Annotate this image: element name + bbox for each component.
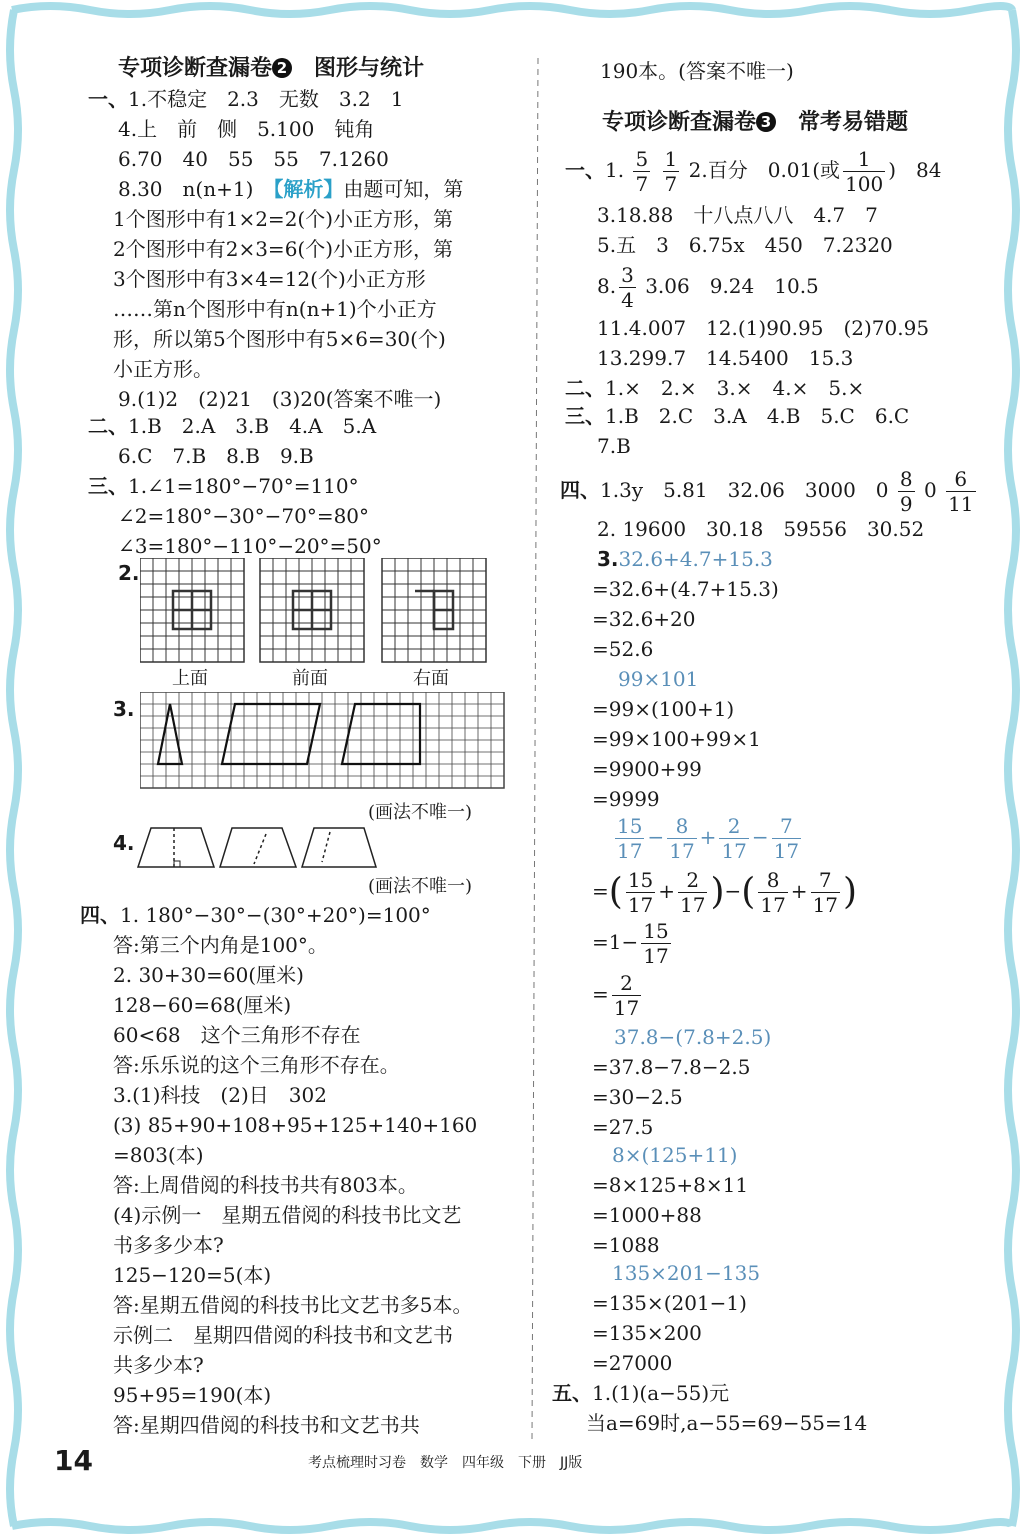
numerator: 7 [772,814,801,839]
section-label: 一、 [88,87,128,111]
fraction [667,814,696,863]
answer-line: =27000 [592,1351,673,1375]
answer-line: 13.299.7 14.5400 15.3 [597,346,854,370]
answer-line: =803(本) [113,1143,204,1167]
fraction [843,147,885,196]
answer-line [565,142,942,198]
answer-line: =9999 [592,787,660,811]
section-label: 一、 [565,158,605,182]
paren-right: ) [843,871,858,913]
denominator: 9 [899,492,913,516]
section-label: 三、 [88,474,128,498]
numerator: 2 [612,971,641,996]
denominator: 7 [635,172,649,196]
answer-line: 190本。(答案不唯一) [600,59,794,83]
shape-drawing-grid [140,692,508,792]
numerator: 1 [843,147,885,172]
answer-line [80,902,431,928]
answer-text: 0 [923,478,937,502]
analysis-tag: 【解析】 [273,177,344,201]
answer-line: 6.70 40 55 55 7.1260 [118,147,389,171]
view-label: 右面 [413,668,449,689]
answer-line: 5.五 3 6.75x 450 7.2320 [597,233,893,257]
answer-text: 1.B 2.A 3.B 4.A 5.A [128,414,377,438]
answer-line: 60<68 这个三角形不存在 [113,1023,361,1047]
denominator: 17 [669,839,695,863]
answer-line [592,968,644,1020]
denominator: 4 [621,288,634,312]
answer-text: 8.30 n(n+1) [118,177,274,201]
question-number: 3. [113,697,135,721]
answer-line: =135×(201−1) [592,1291,747,1315]
drawing-note: (画法不唯一) [368,876,473,897]
answer-line: =99×(100+1) [592,697,735,721]
answer-text: 1.不稳定 2.3 无数 3.2 1 [128,87,404,111]
answer-line: 95+95=190(本) [113,1383,272,1407]
answer-line [88,86,403,112]
answer-line [565,403,909,429]
trapezoid-shape [342,704,420,764]
answer-line: (3) 85+90+108+95+125+140+160 [113,1113,478,1137]
answer-line: 2. 30+30=60(厘米) [113,963,304,987]
answer-text: 1.3y 5.81 32.06 3000 0 [600,478,889,502]
operator: = [592,879,609,903]
answer-text: 2.百分 0.01(或 [688,158,841,182]
fraction [772,814,801,863]
answer-line: =8×125+8×11 [592,1173,749,1197]
answer-line: 答:星期五借阅的科技书比文艺书多5本。 [113,1293,473,1317]
section-label: 四、 [80,903,120,927]
denominator: 17 [617,839,643,863]
view-label: 上面 [172,668,208,689]
answer-line: =27.5 [592,1115,654,1139]
answer-line: 示例二 星期四借阅的科技书和文艺书 [113,1323,453,1347]
grid-front-view [260,558,364,662]
numerator: 8 [758,868,787,893]
operator: − [647,825,665,849]
question-number: 2. [118,561,140,585]
answer-line: ∠2=180°−30°−70°=80° [118,504,370,528]
fraction [626,868,655,917]
answer-line: (4)示例一 星期五借阅的科技书比文艺 [113,1203,462,1227]
section-title-2 [118,56,424,82]
numerator: 15 [627,868,654,892]
question-number: 4. [113,831,135,855]
answer-line: =32.6+(4.7+15.3) [592,577,779,601]
answer-line: ……第n个图形中有n(n+1)个小正方 [113,297,437,321]
answer-line: =52.6 [592,637,654,661]
numerator: 2 [719,814,748,839]
numerator: 2 [678,868,707,893]
answer-line: 11.4.007 12.(1)90.95 (2)70.95 [597,316,930,340]
grid-top-view [140,558,244,662]
numerator: 7 [811,868,840,893]
denominator: 17 [721,839,747,863]
answer-line [118,176,463,202]
title-number-badge: 3 [756,112,776,132]
operator: − [724,879,742,903]
numerator: 15 [643,919,669,943]
operator: + [658,879,676,903]
answer-line: 当a=69时,a−55=69−55=14 [586,1411,868,1435]
triangle-shape [158,704,182,764]
denominator: 11 [948,492,974,516]
answer-line: 答:乐乐说的这个三角形不存在。 [113,1053,400,1077]
answer-line: 4.上 前 侧 5.100 钝角 [118,117,375,141]
numerator: 8 [667,814,696,839]
answer-text: 1.∠1=180°−70°=110° [128,474,359,498]
answer-line [592,864,857,918]
denominator: 17 [760,893,786,917]
answer-line: 小正方形。 [113,357,213,381]
view-label: 前面 [292,668,328,689]
expression: 8×(125+11) [612,1143,738,1167]
column-divider [532,58,538,1440]
expression: 37.8−(7.8+2.5) [614,1025,772,1049]
answer-line: 共多少本? [113,1353,204,1377]
denominator: 7 [664,172,678,196]
expression: 99×101 [618,667,699,691]
numerator: 1 [664,147,678,171]
answer-text: 3.06 9.24 10.5 [645,274,819,298]
drawing-note: (画法不唯一) [368,802,473,823]
answer-text: ) 84 [888,158,942,182]
answer-line [88,413,376,439]
numerator: 6 [946,467,975,492]
paren-left: ( [608,871,623,913]
answer-text: 1.(1)(a−55)元 [592,1381,730,1405]
fraction [946,467,975,516]
fraction [615,814,644,863]
answer-line: ∠3=180°−110°−20°=50° [118,534,382,558]
trapezoid-heights [136,826,381,871]
fraction [641,919,670,968]
answer-line [560,462,979,518]
answer-line: 3个图形中有3×4=12(个)小正方形 [113,267,426,291]
section-label: 二、 [565,376,605,400]
answer-text: 1. [605,158,625,182]
title-text: 专项诊断查漏卷 [602,110,757,135]
title-subject: 常考易错题 [798,110,909,135]
section-title-3 [602,110,908,136]
fraction [898,467,915,516]
answer-line: 书多多少本? [113,1233,224,1257]
answer-line: 6.C 7.B 8.B 9.B [118,444,314,468]
fraction [663,147,680,196]
answer-line: 2个图形中有2×3=6(个)小正方形，第 [113,237,454,261]
fraction [811,868,840,917]
fraction [719,814,748,863]
paren-right: ) [710,871,725,913]
fraction [619,263,636,312]
answer-line: =1000+88 [592,1203,702,1227]
answer-line: =37.8−7.8−2.5 [592,1055,751,1079]
answer-line: 125−120=5(本) [113,1263,272,1287]
answer-text: 3. [597,547,619,571]
answer-line [565,375,864,401]
answer-line: =99×100+99×1 [592,727,761,751]
answer-text: 1.B 2.C 3.A 4.B 5.C 6.C [605,404,910,428]
answer-line: 3.18.88 十八点八八 4.7 7 [597,203,878,227]
answer-line: 形，所以第5个图形中有5×6=30(个) [113,327,446,351]
denominator: 17 [680,893,706,917]
answer-line: =30−2.5 [592,1085,683,1109]
numerator: 15 [617,814,643,838]
fraction [633,147,650,196]
denominator: 17 [613,996,640,1020]
operator: + [699,825,717,849]
answer-text: 1. 180°−30°−(30°+20°)=100° [120,903,431,927]
paren-left: ( [741,871,756,913]
answer-line [88,473,359,499]
grid-right-view [382,558,486,662]
section-label: 四、 [560,478,600,502]
denominator: 100 [845,172,884,196]
answer-text: 由题可知，第 [343,177,464,201]
answer-line: 128−60=68(厘米) [113,993,292,1017]
answer-line: =135×200 [592,1321,702,1345]
answer-line: 答:第三个内角是100°。 [113,933,328,957]
answer-line: 答:星期四借阅的科技书和文艺书共 [113,1413,420,1437]
answer-text: 8. [597,274,617,298]
title-text: 专项诊断查漏卷 [118,56,273,81]
operator: = [592,982,609,1006]
expression [612,810,804,864]
answer-line [597,546,773,572]
three-view-grids [140,558,510,663]
answer-line: 9.(1)2 (2)21 (3)20(答案不唯一) [118,387,442,411]
numerator: 8 [899,467,913,491]
denominator: 17 [627,893,654,917]
answer-line: 2. 19600 30.18 59556 30.52 [597,517,925,541]
answer-line: =1088 [592,1233,660,1257]
expression: 32.6+4.7+15.3 [618,547,773,571]
answer-line [592,916,674,968]
denominator: 17 [812,893,839,917]
answer-text: 1.× 2.× 3.× 4.× 5.× [605,376,865,400]
fraction [678,868,707,917]
expression: 135×201−135 [612,1261,761,1285]
fraction [612,971,641,1020]
answer-line: =9900+99 [592,757,702,781]
answer-line: 1个图形中有1×2=2(个)小正方形，第 [113,207,454,231]
denominator: 17 [643,944,669,968]
title-number-badge: 2 [272,58,292,78]
title-subject: 图形与统计 [314,56,425,81]
section-label: 三、 [565,404,605,428]
page-number: 14 [54,1444,93,1477]
answer-line: =32.6+20 [592,607,696,631]
section-label: 五、 [552,1381,592,1405]
operator: − [751,825,769,849]
numerator: 5 [635,147,649,171]
answer-line [597,260,819,312]
section-label: 二、 [88,414,128,438]
footer-text: 考点梳理时习卷 数学 四年级 下册 JJ版 [308,1455,583,1471]
answer-text: =1− [592,930,639,954]
fraction [758,868,787,917]
operator: + [790,879,808,903]
answer-line [552,1380,729,1406]
answer-line: 3.(1)科技 (2)日 302 [113,1083,327,1107]
parallelogram-shape [222,704,320,764]
numerator: 3 [621,263,634,287]
answer-line: 7.B [597,434,631,458]
answer-line: 答:上周借阅的科技书共有803本。 [113,1173,418,1197]
denominator: 17 [773,839,800,863]
